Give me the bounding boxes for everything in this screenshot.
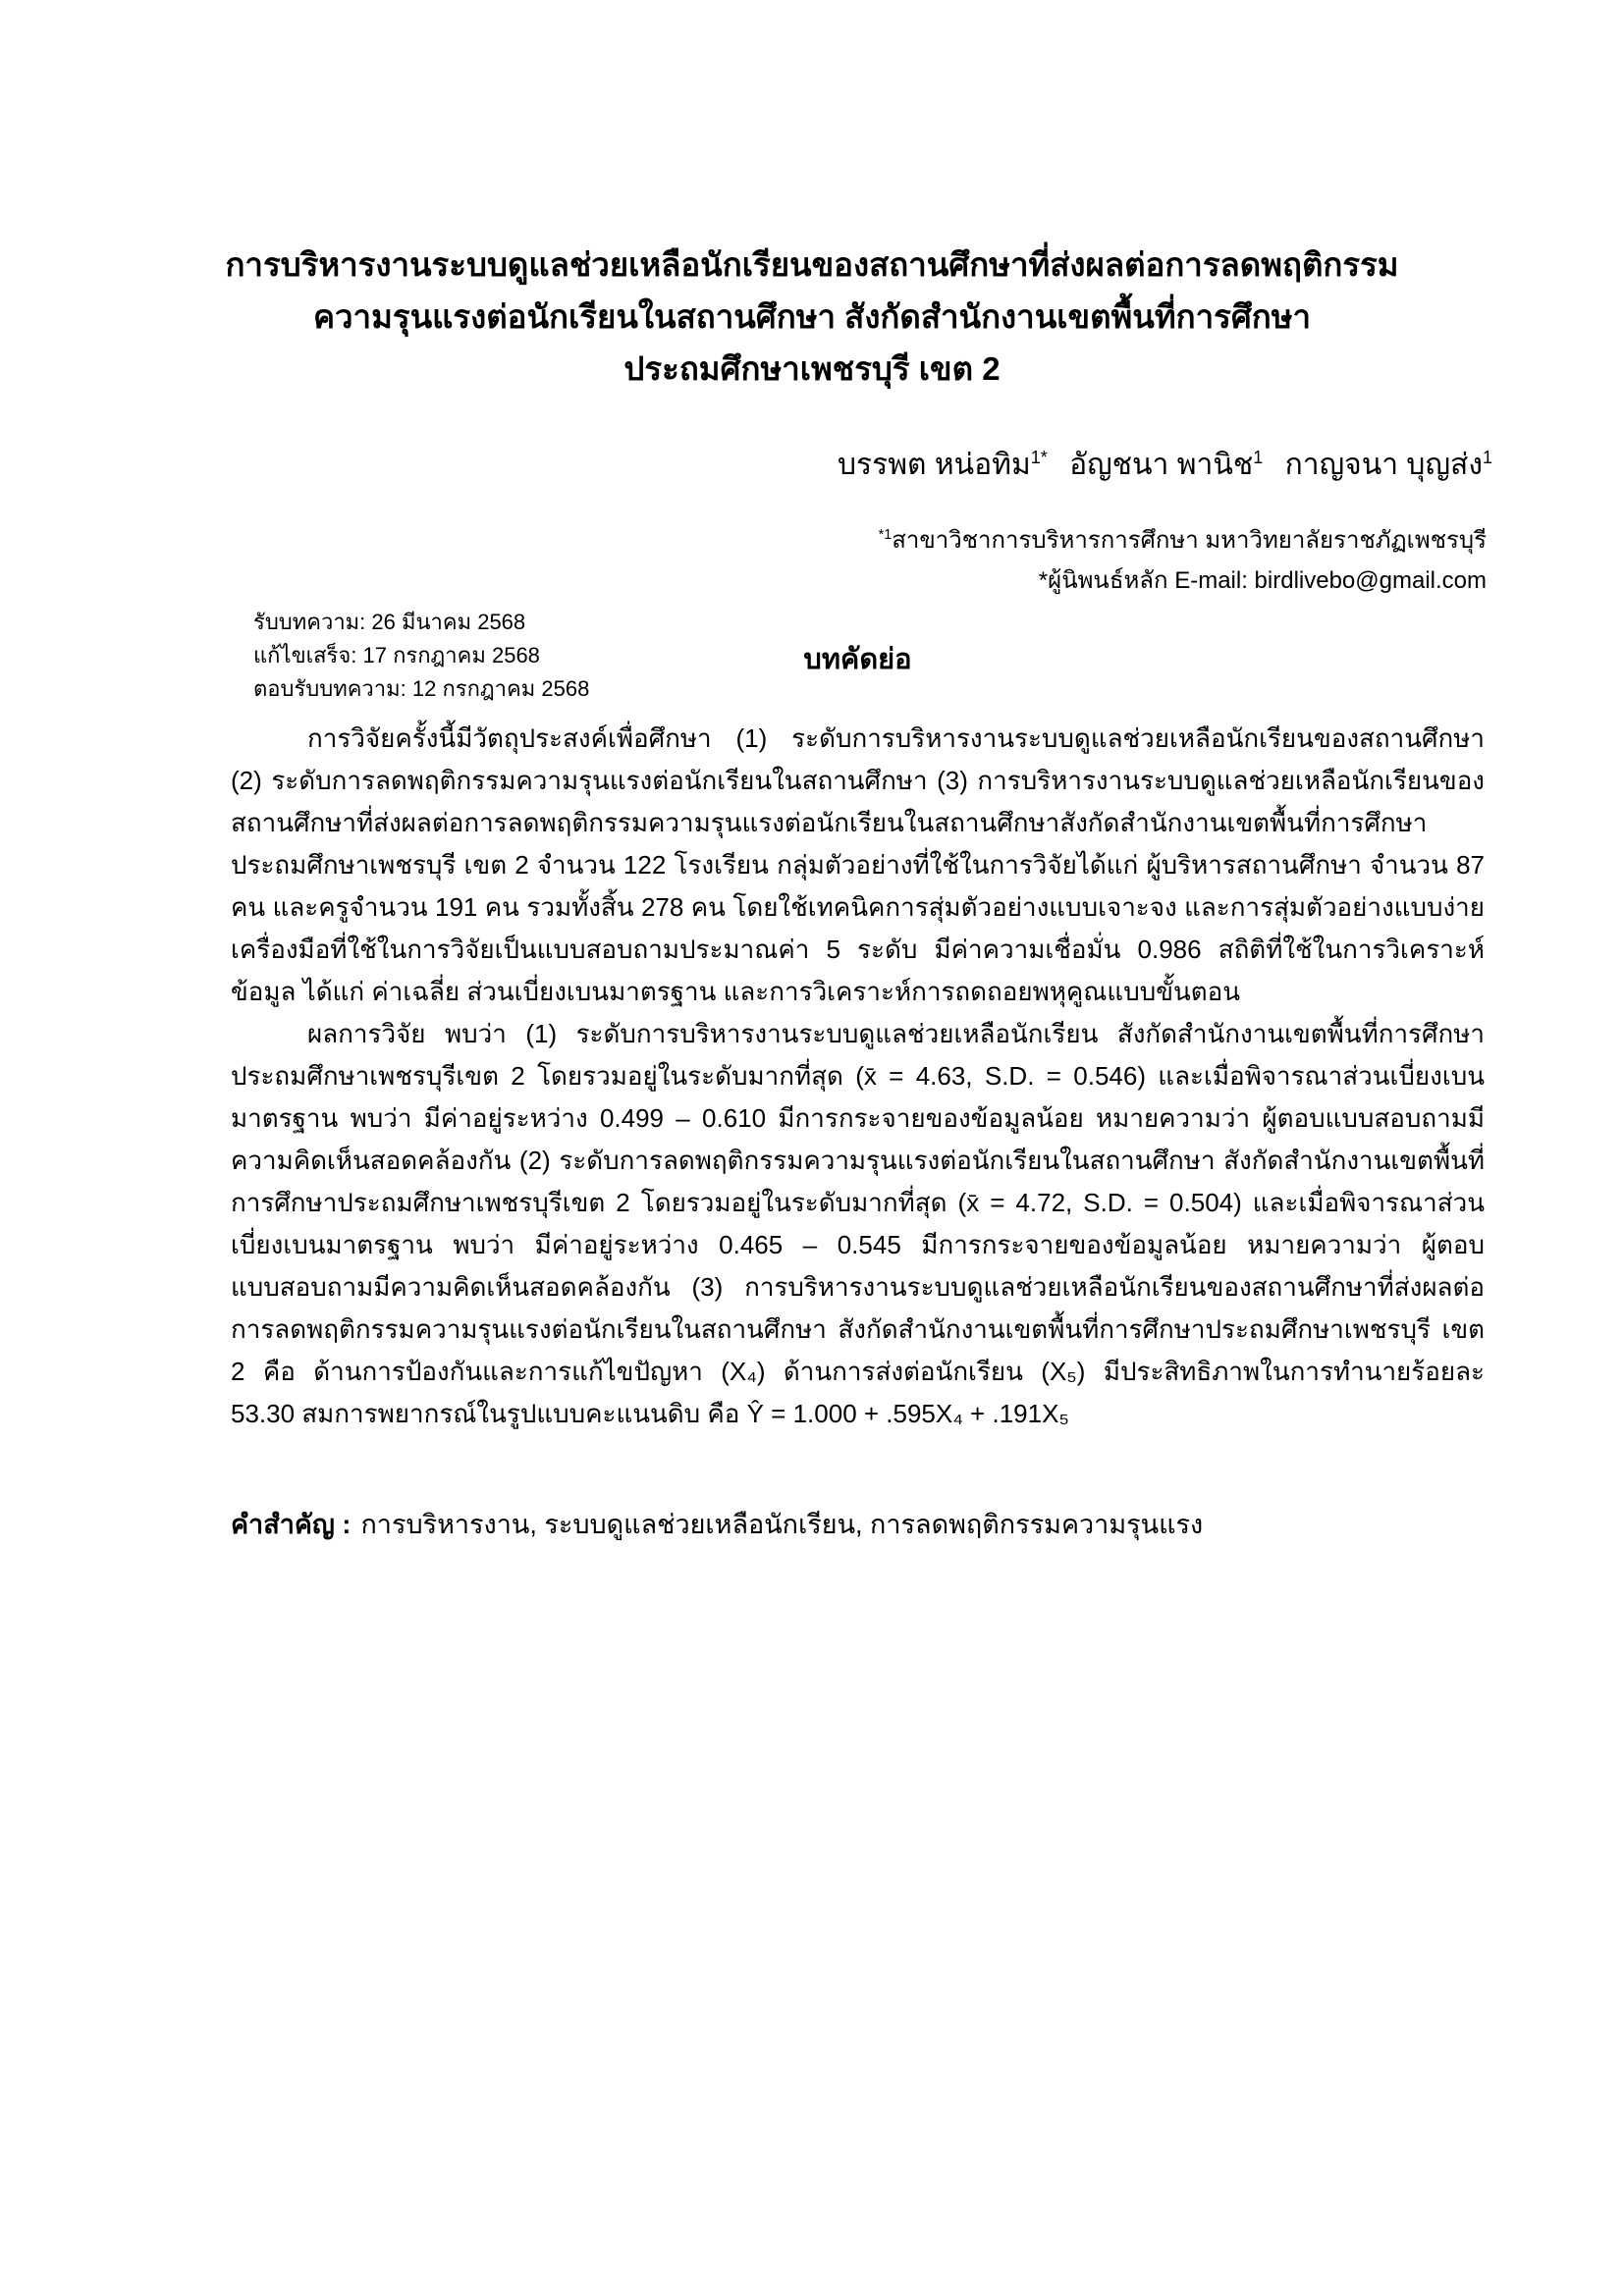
author-1 xyxy=(838,449,1048,481)
paper-title xyxy=(118,239,1506,395)
affiliation-superscript: *1 xyxy=(878,527,893,543)
author-3-name: กาญจนา บุญส่ง xyxy=(1284,449,1483,481)
affiliation-text: สาขาวิชาการบริหารการศึกษา มหาวิทยาลัยราชภัฏเพชรบุรี xyxy=(892,527,1487,554)
keywords-label: คำสำคัญ : xyxy=(231,1510,352,1539)
affiliation-line xyxy=(879,520,1487,561)
keywords-text: การบริหารงาน, ระบบดูแลช่วยเหลือนักเรียน, การลดพฤติกรรมความรุนแรง xyxy=(360,1510,1204,1539)
corresponding-author-line: *ผู้นิพนธ์หลัก E-mail: birdlivebo@gmail.com xyxy=(1038,567,1487,594)
paper-title-line-2: ความรุนแรงต่อนักเรียนในสถานศึกษา สังกัดสำนักงานเขตพื้นที่การศึกษา xyxy=(312,298,1312,335)
abstract-paragraph-2: ผลการวิจัย พบว่า (1) ระดับการบริหารงานระบบดูแลช่วยเหลือนักเรียน สังกัดสำนักงานเขตพื้นที่การศึกษาประถมศึกษาเพชรบุรีเขต 2 โดยรวมอยู่ในระดับมากที่สุด (x̄ = 4.63, S.D. = 0.546) และเมื่อพิจารณาส่วนเบี่ยงเบนมาตรฐาน พบว่า มีค่าอยู่ระหว่าง 0.499 – 0.610 มีการกระจายของข้อมูลน้อย หมายความว่า ผู้ตอบแบบสอบถามมีความคิดเห็นสอดคล้องกัน (2) ระดับการลดพฤติกรรมความรุนแรงต่อนักเรียนในสถานศึกษา สังกัดสำนักงานเขตพื้นที่การศึกษาประถมศึกษาเพชรบุรีเขต 2 โดยรวมอยู่ในระดับมากที่สุด (x̄ = 4.72, S.D. = 0.504) และเมื่อพิจารณาส่วนเบี่ยงเบนมาตรฐาน พบว่า มีค่าอยู่ระหว่าง 0.465 – 0.545 มีการกระจายของข้อมูลน้อย หมายความว่า ผู้ตอบแบบสอบถามมีความคิดเห็นสอดคล้องกัน (3) การบริหารงานระบบดูแลช่วยเหลือนักเรียนของสถานศึกษาที่ส่งผลต่อการลดพฤติกรรมความรุนแรงต่อนักเรียนในสถานศึกษา สังกัดสำนักงานเขตพื้นที่การศึกษาประถมศึกษาเพชรบุรี เขต 2 คือ ด้านการป้องกันและการแก้ไขปัญหา (X₄) ด้านการส่งต่อนักเรียน (X₅) มีประสิทธิภาพในการทำนายร้อยละ 53.30 สมการพยากรณ์ในรูปแบบคะแนนดิบ คือ Ŷ = 1.000 + .595X₄ + .191X₅ xyxy=(231,1019,1485,1428)
author-2-superscript: 1 xyxy=(1253,448,1264,467)
date-received: รับบทความ: 26 มีนาคม 2568 xyxy=(253,610,526,634)
author-3-superscript: 1 xyxy=(1482,448,1492,467)
keywords-line xyxy=(231,1504,1485,1545)
affiliation-block xyxy=(879,520,1487,601)
paper-title-line-3: ประถมศึกษาเพชรบุรี เขต 2 xyxy=(623,350,1001,387)
date-revised: แก้ไขเสร็จ: 17 กรกฎาคม 2568 xyxy=(253,643,540,667)
abstract-heading: บทคัดย่อ xyxy=(803,644,912,675)
author-3 xyxy=(1285,449,1492,481)
author-2-name: อัญชนา พานิช xyxy=(1069,449,1254,481)
date-accepted: ตอบรับบทความ: 12 กรกฎาคม 2568 xyxy=(253,676,590,701)
abstract-body xyxy=(231,718,1485,1435)
author-1-superscript: 1* xyxy=(1030,448,1048,467)
author-line xyxy=(838,442,1492,488)
author-1-name: บรรพต หน่อทิม xyxy=(838,449,1031,481)
paper-title-line-1: การบริหารงานระบบดูแลช่วยเหลือนักเรียนของสถานศึกษาที่ส่งผลต่อการลดพฤติกรรม xyxy=(225,246,1399,283)
abstract-paragraph-1: การวิจัยครั้งนี้มีวัตถุประสงค์เพื่อศึกษา (1) ระดับการบริหารงานระบบดูแลช่วยเหลือนักเรียนของสถานศึกษา (2) ระดับการลดพฤติกรรมความรุนแรงต่อนักเรียนในสถานศึกษา (3) การบริหารงานระบบดูแลช่วยเหลือนักเรียนของสถานศึกษาที่ส่งผลต่อการลดพฤติกรรมความรุนแรงต่อนักเรียนในสถานศึกษาสังกัดสำนักงานเขตพื้นที่การศึกษาประถมศึกษาเพชรบุรี เขต 2 จำนวน 122 โรงเรียน กลุ่มตัวอย่างที่ใช้ในการวิจัยได้แก่ ผู้บริหารสถานศึกษา จำนวน 87 คน และครูจำนวน 191 คน รวมทั้งสิ้น 278 คน โดยใช้เทคนิคการสุ่มตัวอย่างแบบเจาะจง และการสุ่มตัวอย่างแบบง่าย เครื่องมือที่ใช้ในการวิจัยเป็นแบบสอบถามประมาณค่า 5 ระดับ มีค่าความเชื่อมั่น 0.986 สถิติที่ใช้ในการวิเคราะห์ข้อมูล ได้แก่ ค่าเฉลี่ย ส่วนเบี่ยงเบนมาตรฐาน และการวิเคราะห์การถดถอยพหุคูณแบบขั้นตอน xyxy=(231,723,1485,1006)
author-2 xyxy=(1069,449,1263,481)
